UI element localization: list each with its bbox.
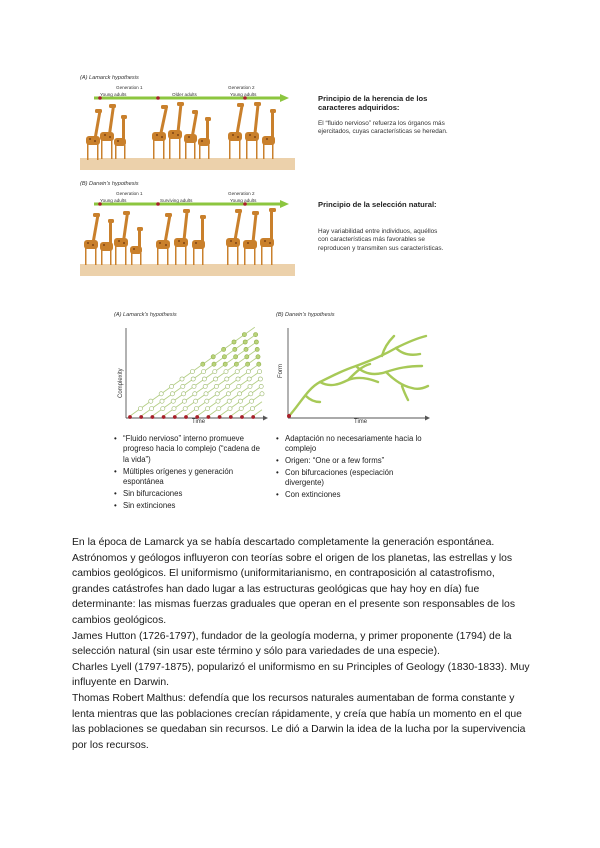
lineage-node xyxy=(202,370,206,374)
origin-marker xyxy=(162,415,166,419)
lineage-node xyxy=(170,384,174,388)
paragraph-lamarck-era: En la época de Lamarck ya se había descartado completamente la generación espontánea. Astrónomos y geólogos influyeron con teorías sobre el origen de los planetas, las estrellas y los cambios geológicos. El uniformismo (uniformitarianismo, en contraposición al catastrofismo, grandes catástrofes han dado lugar a las estructuras geológicas que hay hoy en día) fue determinante: las mismas fuerzas graduales que operan en el presente son responsables de los cambios geológicos. xyxy=(72,537,516,626)
label-older-adults-a: Older adults xyxy=(172,92,197,97)
lineage-nodes xyxy=(138,333,264,411)
origin-marker xyxy=(151,415,155,419)
lineage-node xyxy=(159,392,163,396)
lineage-node xyxy=(226,392,230,396)
lineage-node xyxy=(180,377,184,381)
giraffe-group xyxy=(226,208,276,265)
lamarck-bullet: • Sin bifurcaciones xyxy=(114,489,264,499)
lineage-node xyxy=(192,384,196,388)
lineage-node xyxy=(212,362,216,366)
lineage-node xyxy=(190,370,194,374)
lineage-node xyxy=(228,407,232,411)
giraffe-group xyxy=(86,104,127,160)
label-generation-2-b: Generation 2 xyxy=(228,191,255,196)
lineage-node xyxy=(254,333,258,337)
origin-marker xyxy=(173,415,177,419)
giraffe-group xyxy=(84,211,143,265)
lineage-node xyxy=(204,392,208,396)
timeline-arrowhead-a xyxy=(280,94,289,102)
label-young-adults-b2: Young adults xyxy=(230,198,257,203)
lineage-node xyxy=(217,407,221,411)
origin-marker xyxy=(184,415,188,419)
origin-marker xyxy=(218,415,222,419)
paragraph-malthus: Thomas Robert Malthus: defendía que los recursos naturales aumentaban de forma constante y lenta mientras que las poblaciones crecían rápidamente, y creía que había un momento en el que las poblaciones se quedaban sin recursos. Le dió a Darwin la idea de la lucha por la supervivencia por los recursos. xyxy=(72,692,526,751)
lineage-node xyxy=(238,392,242,396)
lineage-node xyxy=(239,407,243,411)
giraffe-group xyxy=(228,102,276,159)
lineage-node xyxy=(244,347,248,351)
lineage-node xyxy=(183,407,187,411)
lamarck-bullets xyxy=(114,434,264,512)
origin-marker xyxy=(229,415,233,419)
lineage-node xyxy=(172,407,176,411)
label-young-adults-b1: Young adults xyxy=(100,198,127,203)
lineage-node xyxy=(250,399,254,403)
lineage-node xyxy=(181,384,185,388)
lamarck-bullet: • Sin extinciones xyxy=(114,501,264,511)
lamarck-principle-heading: Principio de la herencia de los caracteres adquiridos: xyxy=(318,94,428,112)
origin-marker xyxy=(240,415,244,419)
origin-marker xyxy=(139,415,143,419)
lineage-node xyxy=(223,362,227,366)
branching-tree xyxy=(289,336,428,416)
giraffe-illustration-a xyxy=(80,102,295,170)
lineage-node xyxy=(256,355,260,359)
lineage-node xyxy=(224,370,228,374)
tree-branch xyxy=(396,348,420,355)
lamarck-bullet: • Múltiples orígenes y generación espontánea xyxy=(114,467,264,488)
label-young-adults-a2: Young adults xyxy=(230,92,257,97)
lineage-node xyxy=(243,340,247,344)
lineage-node xyxy=(232,340,236,344)
lineage-node xyxy=(215,392,219,396)
giraffe-panel-b-title: (B) Darwin's hypothesis xyxy=(80,181,139,187)
origin-marker xyxy=(128,415,132,419)
lineage-node xyxy=(248,384,252,388)
lineage-node xyxy=(138,407,142,411)
lineage-node xyxy=(202,377,206,381)
lineage-node xyxy=(255,347,259,351)
lineage-node xyxy=(150,407,154,411)
lineage-node xyxy=(235,370,239,374)
label-generation-1-b: Generation 1 xyxy=(116,191,143,196)
lineage-node xyxy=(222,355,226,359)
darwin-bullet: • Origen: “One or a few forms” xyxy=(276,456,426,466)
darwin-bullet: • Adaptación no necesariamente hacia lo complejo xyxy=(276,434,426,455)
body-text xyxy=(72,535,530,753)
lineage-node xyxy=(214,377,218,381)
lineage-node xyxy=(213,370,217,374)
label-generation-2-a: Generation 2 xyxy=(228,85,255,90)
selection-principle-text: Hay variabilidad entre individuos, aquéllos con características más favorables se reproducen y transmiten sus características. xyxy=(318,228,444,252)
lineage-node xyxy=(236,377,240,381)
lineage-node xyxy=(205,399,209,403)
complexity-axis-label: Complexity xyxy=(118,368,124,398)
darwin-bullet: • Con bifurcaciones (especiación divergente) xyxy=(276,468,426,489)
darwin-diagram xyxy=(286,326,432,426)
lineage-node xyxy=(211,355,215,359)
lineage-node xyxy=(238,399,242,403)
lamarck-time-label: Time xyxy=(192,419,206,425)
lineage-node xyxy=(258,370,262,374)
selection-principle-heading: Principio de la selección natural: xyxy=(318,200,437,209)
paragraph-lyell: Charles Lyell (1797-1875), popularizó el uniformismo en su Principles of Geology (1830-1833). Muy influyente en Darwin. xyxy=(72,661,530,689)
lineage-node xyxy=(250,407,254,411)
tree-branch xyxy=(289,336,426,416)
tree-branch xyxy=(306,396,320,402)
generation-marker xyxy=(156,96,160,100)
lineage-node xyxy=(203,384,207,388)
lineage-node xyxy=(258,377,262,381)
x-axis-arrowhead xyxy=(263,416,268,421)
darwin-diagram-title: (B) Darwin's hypothesis xyxy=(276,312,335,318)
evolution-diagrams xyxy=(110,308,430,528)
origin-marker xyxy=(207,415,211,419)
lineage-node xyxy=(214,384,218,388)
lineage-node xyxy=(227,399,231,403)
lineage-node xyxy=(257,362,261,366)
lamarck-principle-text: El “fluido nervioso” refuerza los órganos más ejercitados, cuyas características se heredan. xyxy=(318,120,448,136)
lineage-line xyxy=(253,410,262,416)
lineage-line xyxy=(141,335,255,416)
lineage-node xyxy=(182,392,186,396)
lineage-node xyxy=(247,377,251,381)
lineage-node xyxy=(160,399,164,403)
label-surviving-adults-b: Surviving adults xyxy=(160,198,193,203)
lineage-node xyxy=(254,340,258,344)
giraffe-figure xyxy=(80,70,460,290)
lineage-node xyxy=(194,407,198,411)
giraffe-group xyxy=(152,102,211,159)
paragraph-hutton: James Hutton (1726-1797), fundador de la geología moderna, y primer proponente (1794) de la selección natural (sin usar este término y sólo para variedades de una especie). xyxy=(72,630,512,658)
timeline-arrowhead-b xyxy=(280,200,289,208)
lineage-node xyxy=(234,355,238,359)
lineage-node xyxy=(259,384,263,388)
lineage-node xyxy=(171,399,175,403)
lamarck-diagram-title: (A) Lamarck's hypothesis xyxy=(114,312,177,318)
lineage-node xyxy=(234,362,238,366)
giraffe-illustration-b xyxy=(80,208,295,276)
lamarck-bullet: • “Fluido nervioso” interno promueve progreso hacia lo complejo (“cadena de la vida”) xyxy=(114,434,264,465)
lineage-node xyxy=(225,377,229,381)
lineage-node xyxy=(245,355,249,359)
lineage-node xyxy=(182,399,186,403)
darwin-time-label: Time xyxy=(354,419,368,425)
lineage-node xyxy=(201,362,205,366)
lineage-node xyxy=(216,399,220,403)
lineage-node xyxy=(233,347,237,351)
common-origin-marker xyxy=(287,414,291,418)
lineage-node xyxy=(194,399,198,403)
lineage-node xyxy=(206,407,210,411)
lineage-line xyxy=(164,349,258,416)
origin-marker xyxy=(251,415,255,419)
lineage-node xyxy=(242,333,246,337)
lineage-node xyxy=(191,377,195,381)
label-young-adults-a1: Young adults xyxy=(100,92,127,97)
lineage-node xyxy=(246,370,250,374)
lamarck-diagram xyxy=(124,326,270,426)
lineage-node xyxy=(226,384,230,388)
lineage-node xyxy=(170,392,174,396)
darwin-bullets xyxy=(276,434,426,502)
giraffe-panel-a-title: (A) Lamarck hypothesis xyxy=(80,75,139,81)
label-generation-1-a: Generation 1 xyxy=(116,85,143,90)
darwin-bullet: • Con extinciones xyxy=(276,490,426,500)
lineage-node xyxy=(260,392,264,396)
lineage-node xyxy=(149,399,153,403)
x-axis-arrowhead xyxy=(425,416,430,421)
lineage-node xyxy=(249,392,253,396)
giraffe-group xyxy=(156,209,206,265)
form-axis-label: Form xyxy=(278,364,284,378)
lineage-node xyxy=(193,392,197,396)
lineage-node xyxy=(161,407,165,411)
lineage-node xyxy=(237,384,241,388)
tree-branch xyxy=(356,366,422,374)
lineage-node xyxy=(222,347,226,351)
tree-branch xyxy=(386,372,428,389)
tree-branch xyxy=(402,386,408,400)
lineage-node xyxy=(246,362,250,366)
